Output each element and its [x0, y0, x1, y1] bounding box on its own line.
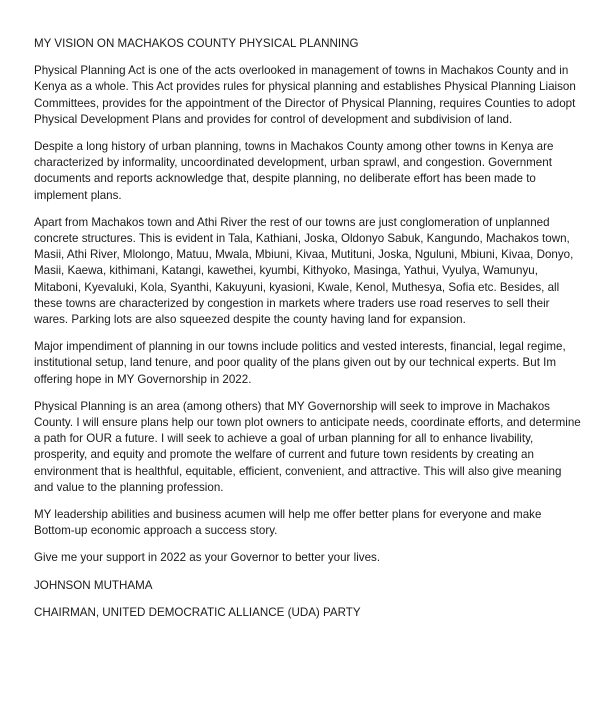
paragraph-unplanned-towns: Apart from Machakos town and Athi River the rest of our towns are just conglomeration of unplanned concrete structures. This is evident in Tala, Kathiani, Joska, Oldonyo Sabuk, Kangundo, Machakos town, Masii, Athi River, Mlolongo, Matuu, Mwala, Mbiuni, Kivaa, Mutituni, Joska, Nguluni, Mbiuni, Kivaa, Donyo, Masii, Kaewa, kithimani, Katangi, kawethei, kyumbi, Kithyoko, Masinga, Yathui, Vyulya, Wamunyu, Mitaboni, Kyevaluki, Kola, Syanthi, Kakuyuni, kyasioni, Kwale, Kenol, Muthesya, Sofia etc. Besides, all these towns are characterized by congestion in markets where traders use road reserves to sell their wares. Parking lots are also squeezed despite the county having land for expansion.	[34, 215, 574, 327]
paragraph-governorship-plans: Physical Planning is an area (among others) that MY Governorship will seek to improve in Machakos County. I will ensure plans help our town plot owners to anticipate needs, coordinate efforts, and determine a path for OUR a future. I will seek to achieve a goal of urban planning for all to enhance livability, prosperity, and equity and promote the welfare of current and future town residents by creating an environment that is healthful, equitable, efficient, convenient, and attractive. This will also give meaning and value to the planning profession.	[34, 399, 581, 494]
document-title: MY VISION ON MACHAKOS COUNTY PHYSICAL PLANNING	[34, 37, 359, 50]
paragraph-urban-planning-history: Despite a long history of urban planning, towns in Machakos County among other towns in Kenya are characterized by informality, uncoordinated development, urban sprawl, and congestion. Government documents and reports acknowledge that, despite planning, no deliberate effort has been made to implement plans.	[34, 140, 554, 202]
paragraph-impediments: Major impendiment of planning in our towns include politics and vested interests, financial, legal regime, institutional setup, land tenure, and poor quality of the plans given out by our technical experts. But Im offering hope in MY Governorship in 2022.	[34, 340, 566, 386]
paragraph-leadership: MY leadership abilities and business acumen will help me offer better plans for everyone and make Bottom-up economic approach a success story.	[34, 508, 542, 538]
signature-name: JOHNSON MUTHAMA	[34, 578, 153, 592]
paragraph-support-request: Give me your support in 2022 as your Governor to better your lives.	[34, 551, 381, 565]
paragraph-physical-planning-act: Physical Planning Act is one of the acts overlooked in management of towns in Machakos County and in Kenya as a whole. This Act provides rules for physical planning and establishes Physical Planning Liaison Committees, provides for the appointment of the Director of Physical Planning, requires Counties to adopt Physical Development Plans and provides for control of development and subdivision of land.	[34, 64, 576, 126]
signature-title: CHAIRMAN, UNITED DEMOCRATIC ALLIANCE (UDA) PARTY	[34, 605, 361, 619]
